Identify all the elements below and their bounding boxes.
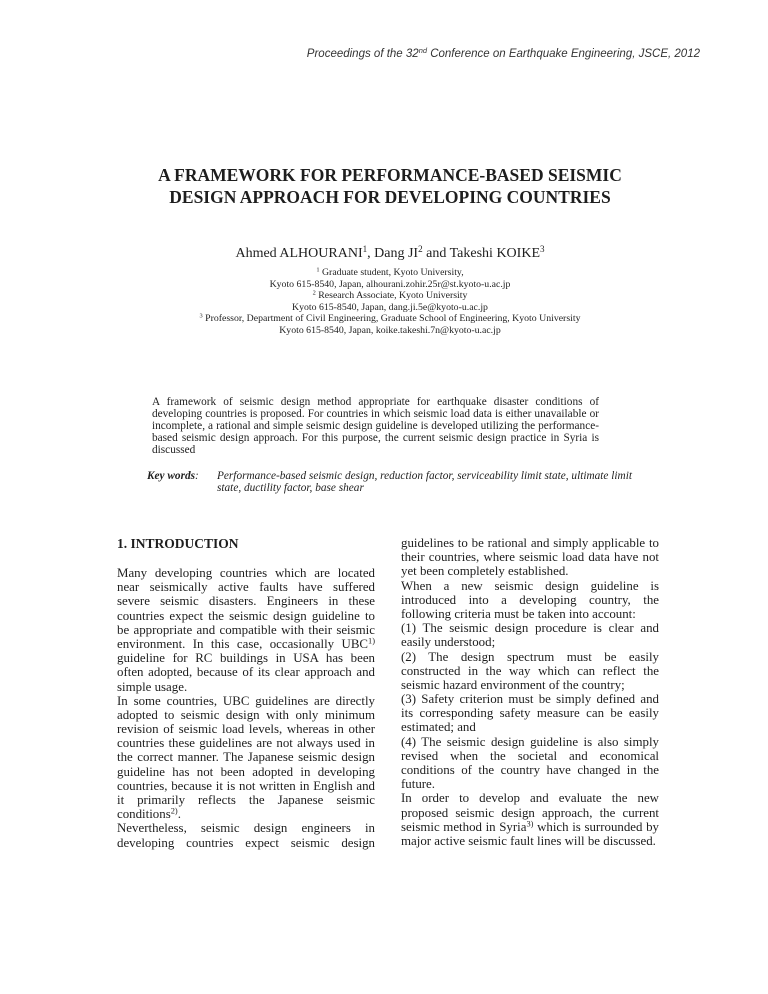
line-text: estimated; and xyxy=(401,720,476,735)
text-line xyxy=(117,665,375,679)
line-text: future. xyxy=(401,777,436,792)
affiliations xyxy=(0,267,768,337)
header-text-end: Conference on Earthquake Engineering, JSCE, 2012 xyxy=(427,48,700,60)
line-text: it primarily reflects the Japanese seismic xyxy=(117,793,375,807)
text-line xyxy=(401,820,659,834)
line-text: When a new seismic design guideline is xyxy=(401,578,659,593)
line-text: (1) The seismic design procedure is clear and xyxy=(401,621,659,636)
text-line xyxy=(401,834,659,848)
citation-sup: 1) xyxy=(368,636,375,646)
title-line-2: DESIGN APPROACH FOR DEVELOPING COUNTRIES xyxy=(169,187,611,207)
line-text-after: which is surrounded by xyxy=(533,819,659,834)
author-sup: 1 xyxy=(362,244,368,254)
affiliation-text: Kyoto 615-8540, Japan, dang.ji.5e@kyoto-u.ac.jp xyxy=(292,301,488,313)
title-line-1: A FRAMEWORK FOR PERFORMANCE-BASED SEISMIC xyxy=(158,165,622,185)
text-line xyxy=(117,708,375,722)
line-text: simple usage. xyxy=(117,679,188,694)
line-text: revised when the societal and economical xyxy=(401,748,659,763)
text-line xyxy=(401,536,659,550)
header-sup: nd xyxy=(418,45,427,55)
line-text: the correct manner. The Japanese seismic design xyxy=(117,750,375,765)
text-line xyxy=(401,720,659,734)
line-text: guideline for RC buildings in USA has been xyxy=(117,651,375,666)
text-line xyxy=(117,807,375,821)
citation-sup: 3) xyxy=(526,819,534,829)
line-text: environment. In this case, occasionally UBC xyxy=(117,636,369,651)
line-text: conditions of the country have changed in the xyxy=(401,763,659,777)
line-text: countries, because it is not written in English and xyxy=(117,778,375,793)
line-text: countries expect the seismic design guideline to xyxy=(117,608,375,623)
right-column xyxy=(401,536,659,848)
line-text: severe seismic disasters. Engineers in these xyxy=(117,594,375,609)
text-line xyxy=(401,650,659,664)
line-text: easily understood; xyxy=(401,635,496,650)
author-name: Dang JI xyxy=(374,246,419,261)
text-line xyxy=(117,821,375,835)
line-text: near seismically active faults have suffered xyxy=(117,580,375,595)
author-sup: 3 xyxy=(540,244,545,254)
text-line xyxy=(117,779,375,793)
text-line xyxy=(401,579,659,593)
text-line xyxy=(401,635,659,649)
line-text: seismic method in Syria xyxy=(401,819,527,834)
citation-sup: 2) xyxy=(170,806,178,816)
affiliation-text: Kyoto 615-8540, Japan, alhourani.zohir.25r@st.kyoto-u.ac.jp xyxy=(269,278,511,290)
line-text: be appropriate and compatible with their seismic xyxy=(117,622,375,637)
line-text: major active seismic fault lines will be discussed. xyxy=(401,833,656,848)
left-column xyxy=(117,566,375,850)
text-line xyxy=(401,550,659,564)
text-line xyxy=(401,791,659,805)
affiliation-line xyxy=(0,267,768,279)
author-name: Takeshi KOIKE xyxy=(449,246,540,261)
affiliation-line xyxy=(0,325,768,337)
text-line xyxy=(117,580,375,594)
line-text: (3) Safety criterion must be simply defined and xyxy=(401,692,659,707)
affiliation-text: Kyoto 615-8540, Japan, koike.takeshi.7n@kyoto-u.ac.jp xyxy=(279,324,501,336)
author-separator: and xyxy=(422,246,450,261)
text-line xyxy=(401,706,659,720)
abstract: A framework of seismic design method appropriate for earthquake disaster conditions of developing countries is proposed. For countries in which seismic load data is either unavailable or incomplete, a rational and simple seismic design guideline is developed utilizing the performance-based seismic design approach. For this purpose, the current seismic design practice in Syria is discussed xyxy=(152,396,599,456)
affiliation-text: Graduate student, Kyoto University, xyxy=(319,267,464,278)
line-text: yet been completely established. xyxy=(401,564,569,579)
line-text: revision of seismic load levels, whereas in other xyxy=(117,722,375,737)
affiliation-sup: 2 xyxy=(312,289,316,297)
author-name: Ahmed ALHOURANI xyxy=(235,246,363,261)
text-line xyxy=(117,566,375,580)
text-line xyxy=(117,609,375,623)
keywords-text: Performance-based seismic design, reduction factor, serviceability limit state, ultimate limit state, ductility factor, base shear xyxy=(217,470,632,494)
text-line xyxy=(401,735,659,749)
line-text: following criteria must be taken into account: xyxy=(401,606,636,621)
line-text: guideline has not been adopted in developing xyxy=(117,764,375,779)
text-line xyxy=(117,793,375,807)
text-line xyxy=(401,806,659,820)
affiliation-line xyxy=(0,279,768,291)
header-text: Proceedings of the 32 xyxy=(306,48,419,60)
line-text: Nevertheless, seismic design engineers in xyxy=(117,821,375,836)
affiliation-sup: 3 xyxy=(199,312,203,320)
affiliation-line xyxy=(0,313,768,325)
keywords-label-text: Key words xyxy=(147,470,196,482)
line-text: their countries, where seismic load data have not xyxy=(401,550,659,565)
keywords-label xyxy=(147,471,199,483)
line-text: adopted to seismic design with only minimum xyxy=(117,707,375,722)
line-text: (2) The design spectrum must be easily xyxy=(401,649,659,664)
text-line xyxy=(401,664,659,678)
text-line xyxy=(117,750,375,764)
text-line xyxy=(401,763,659,777)
text-line xyxy=(117,736,375,750)
line-text: introduced into a developing country, the xyxy=(401,592,659,607)
text-line xyxy=(117,680,375,694)
line-text: countries these guidelines are not always used in xyxy=(117,736,375,751)
text-line xyxy=(401,777,659,791)
text-line xyxy=(401,621,659,635)
text-line xyxy=(401,749,659,763)
text-line xyxy=(401,564,659,578)
affiliation-line xyxy=(0,290,768,302)
text-line xyxy=(117,694,375,708)
affiliation-text: Professor, Department of Civil Engineering, Graduate School of Engineering, Kyoto University xyxy=(202,313,581,325)
author-list xyxy=(0,246,768,262)
line-text-after: . xyxy=(177,807,181,822)
text-line xyxy=(117,836,375,850)
line-text: often adopted, because of its clear approach and xyxy=(117,665,375,680)
line-text: In some countries, UBC guidelines are directly xyxy=(117,693,375,708)
line-text: conditions xyxy=(117,807,171,822)
paper-title xyxy=(0,164,768,208)
running-header xyxy=(0,45,700,60)
text-line xyxy=(117,765,375,779)
keywords-colon: : xyxy=(195,470,199,482)
text-line xyxy=(401,593,659,607)
line-text: Many developing countries which are located xyxy=(117,566,375,580)
text-line xyxy=(117,637,375,651)
line-text: developing countries expect seismic design xyxy=(117,835,375,850)
text-line xyxy=(401,678,659,692)
text-line xyxy=(401,607,659,621)
line-text: guidelines to be rational and simply applicable to xyxy=(401,536,659,550)
text-line xyxy=(117,623,375,637)
line-text: (4) The seismic design guideline is also simply xyxy=(401,734,659,749)
line-text: its corresponding safety measure can be easily xyxy=(401,706,659,721)
line-text: seismic hazard environment of the country; xyxy=(401,677,625,692)
author-sup: 2 xyxy=(418,244,423,254)
text-line xyxy=(401,692,659,706)
text-line xyxy=(117,594,375,608)
line-text: constructed in the way which can reflect the xyxy=(401,663,659,678)
author-separator: , xyxy=(367,246,375,261)
affiliation-sup: 1 xyxy=(316,266,320,274)
line-text: proposed seismic design approach, the current xyxy=(401,805,659,820)
line-text: In order to develop and evaluate the new xyxy=(401,791,659,806)
affiliation-line xyxy=(0,302,768,314)
section-heading: 1. INTRODUCTION xyxy=(117,536,239,551)
affiliation-text: Research Associate, Kyoto University xyxy=(315,290,468,302)
text-line xyxy=(117,651,375,665)
text-line xyxy=(117,722,375,736)
